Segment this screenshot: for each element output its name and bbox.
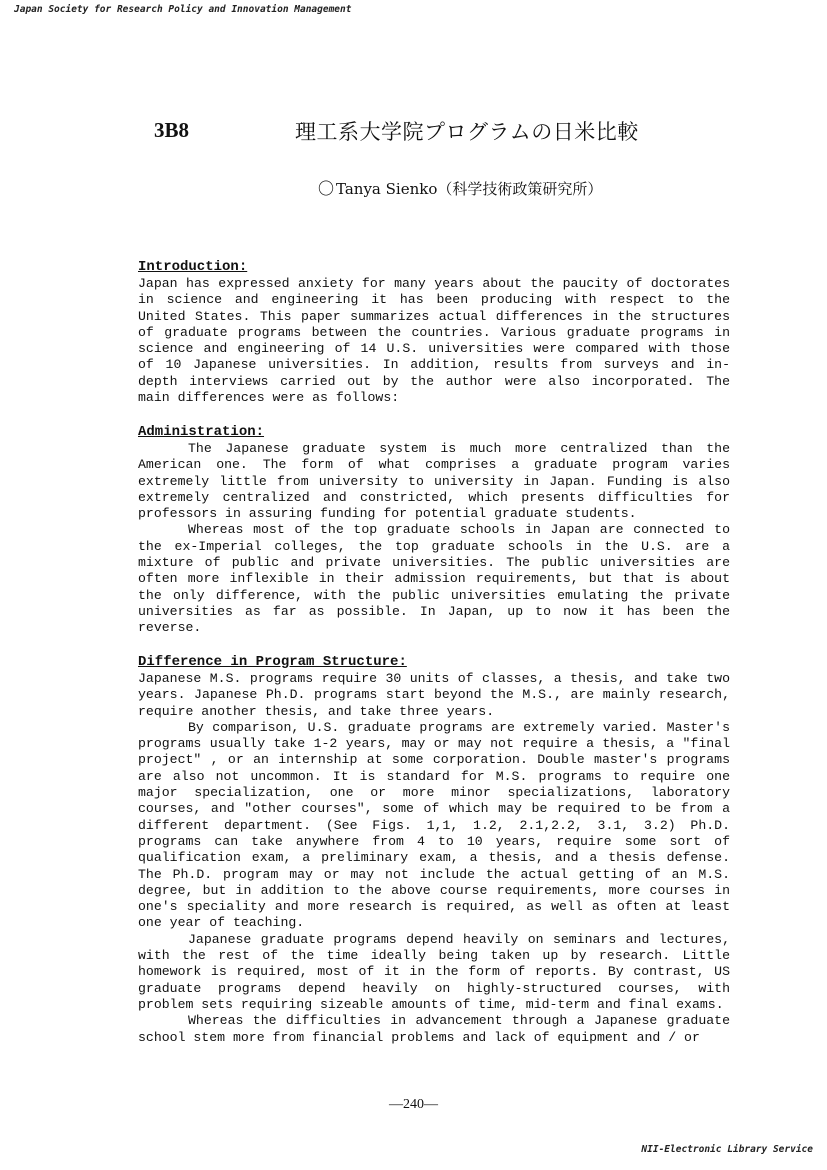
society-header: Japan Society for Research Policy and Innovation Management xyxy=(14,4,352,15)
program-structure-paragraph-2: By comparison, U.S. graduate programs are extremely varied. Master's programs usually take 1-2 years, may or may not require a thesis, a "final project" , or an internship at some corporation. Double master's programs are also not uncommon. It is standard for M.S. programs to require one major specialization, one or more minor specializations, laboratory courses, and "other courses", some of which may be required to be from a different department. (See Figs. 1,1, 1.2, 2.1,2.2, 3.1, 3.2) Ph.D. programs can take anywhere from 4 to 10 years, require some sort of qualification exam, a preliminary exam, a thesis, and a thesis defense. The Ph.D. program may or may not include the actual getting of an M.S. degree, but in addition to the above course requirements, more courses in one's speciality and more research is required, as well as often at least one year of teaching. xyxy=(138,719,730,931)
paper-title: 理工系大学院プログラムの日米比較 xyxy=(295,120,639,144)
page-number: —240— xyxy=(389,1097,438,1112)
presenter-mark: 〇 xyxy=(318,179,335,198)
session-code: 3B8 xyxy=(154,118,190,142)
introduction-section xyxy=(138,259,730,406)
program-structure-paragraph-3: Japanese graduate programs depend heavily on seminars and lectures, with the rest of the time ideally being taken up by research. Little homework is required, most of it in the form of reports. By contrast, US graduate programs depend heavily on highly-structured courses, with problem sets requiring sizeable amounts of time, mid-term and final exams. xyxy=(138,931,730,1012)
program-structure-section xyxy=(138,654,730,1046)
administration-paragraph-2: Whereas most of the top graduate schools in Japan are connected to the ex-Imperial colleges, the top graduate schools in the U.S. are a mixture of public and private universities. The public universities are often more inflexible in their admission requirements, but that is about the only difference, with the public universities emulating the private universities as far as possible. In Japan, up to now it has been the reverse. xyxy=(138,522,730,636)
program-structure-paragraph-4: Whereas the difficulties in advancement through a Japanese graduate school stem more from financial problems and lack of equipment and / or xyxy=(138,1013,730,1045)
author-line xyxy=(318,176,602,199)
introduction-heading: Introduction: xyxy=(138,259,248,275)
program-structure-heading: Difference in Program Structure: xyxy=(138,654,407,670)
introduction-paragraph: Japan has expressed anxiety for many years about the paucity of doctorates in science and engineering it has been producing with respect to the United States. This paper summarizes actual differences in the structures of graduate programs between the countries. Various graduate programs in science and engineering of 14 U.S. universities were compared with those of 10 Japanese universities. In addition, results from surveys and in-depth interviews carried out by the author were also incorporated. The main differences were as follows: xyxy=(138,276,730,406)
library-service-footer: NII-Electronic Library Service xyxy=(641,1144,813,1155)
program-structure-paragraph-1: Japanese M.S. programs require 30 units of classes, a thesis, and take two years. Japanese Ph.D. programs start beyond the M.S., are mainly research, require another thesis, and take three years. xyxy=(138,671,730,719)
author-name: Tanya Sienko（科学技術政策研究所） xyxy=(336,180,603,198)
administration-paragraph-1: The Japanese graduate system is much more centralized than the American one. The form of what comprises a graduate program varies extremely little from university to university in Japan. Funding is also extremely centralized and constricted, which presents difficulties for professors in assuring funding for potential graduate students. xyxy=(138,441,730,522)
administration-heading: Administration: xyxy=(138,424,265,440)
administration-section xyxy=(138,424,730,637)
